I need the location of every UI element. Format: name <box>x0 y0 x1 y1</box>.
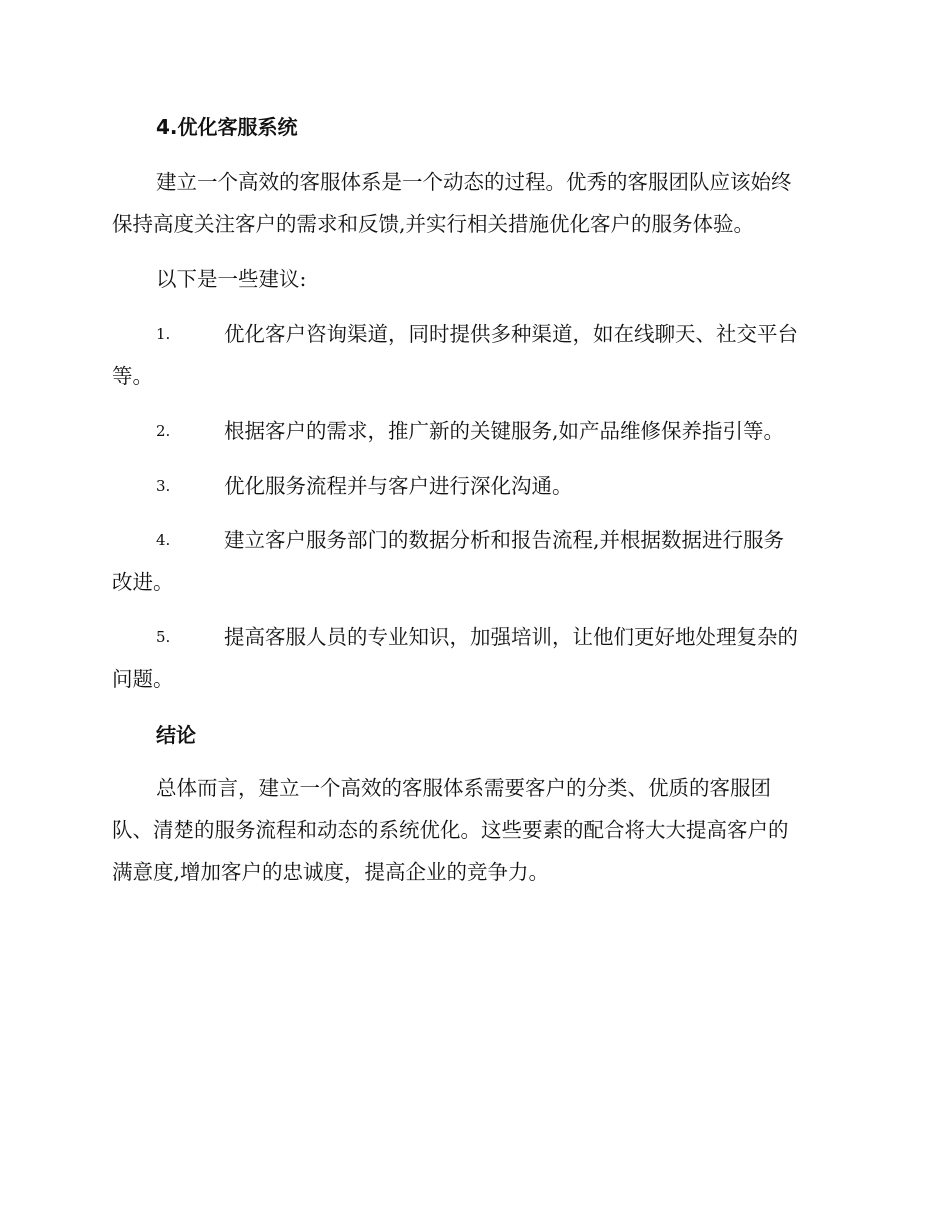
list-item <box>112 313 837 397</box>
list-item <box>112 616 837 700</box>
suggestions-lead-text: 以下是一些建议: <box>156 267 307 291</box>
list-item-text: 建立客户服务部门的数据分析和报告流程,并根据数据进行服务 <box>224 528 785 552</box>
list-item-number: 5. <box>156 628 171 646</box>
list-item <box>112 410 837 452</box>
document-page <box>112 0 837 1230</box>
list-item <box>112 465 837 507</box>
conclusion-heading: 结论 <box>156 723 196 747</box>
list-item-number: 1. <box>156 325 171 343</box>
list-item-number: 4. <box>156 531 171 549</box>
section-heading-optimize-service-system: 4.优化客服系统 <box>156 115 298 139</box>
intro-line-2: 保持高度关注客户的需求和反馈,并实行相关措施优化客户的服务体验。 <box>112 212 755 236</box>
conclusion-line-1: 总体而言，建立一个高效的客服体系需要客户的分类、优质的客服团 <box>156 776 771 800</box>
intro-line-1: 建立一个高效的客服体系是一个动态的过程。优秀的客服团队应该始终 <box>156 170 792 194</box>
list-item <box>112 519 837 603</box>
list-item-number: 3. <box>156 477 171 495</box>
intro-paragraph <box>112 161 837 245</box>
suggestions-lead <box>112 258 837 300</box>
conclusion-paragraph <box>112 767 837 893</box>
list-item-text: 提高客服人员的专业知识，加强培训，让他们更好地处理复杂的 <box>224 625 798 649</box>
list-item-text: 根据客户的需求，推广新的关键服务,如产品维修保养指引等。 <box>224 419 785 443</box>
conclusion-line-3: 满意度,增加客户的忠诚度，提高企业的竞争力。 <box>112 860 550 884</box>
list-item-continuation: 问题。 <box>112 667 174 691</box>
conclusion-line-2: 队、清楚的服务流程和动态的系统优化。这些要素的配合将大大提高客户的 <box>112 818 789 842</box>
list-item-text: 优化客户咨询渠道，同时提供多种渠道，如在线聊天、社交平台 <box>224 322 798 346</box>
list-item-number: 2. <box>156 422 171 440</box>
list-item-text: 优化服务流程并与客户进行深化沟通。 <box>224 474 573 498</box>
list-item-continuation: 等。 <box>112 364 153 388</box>
list-item-continuation: 改进。 <box>112 570 174 594</box>
